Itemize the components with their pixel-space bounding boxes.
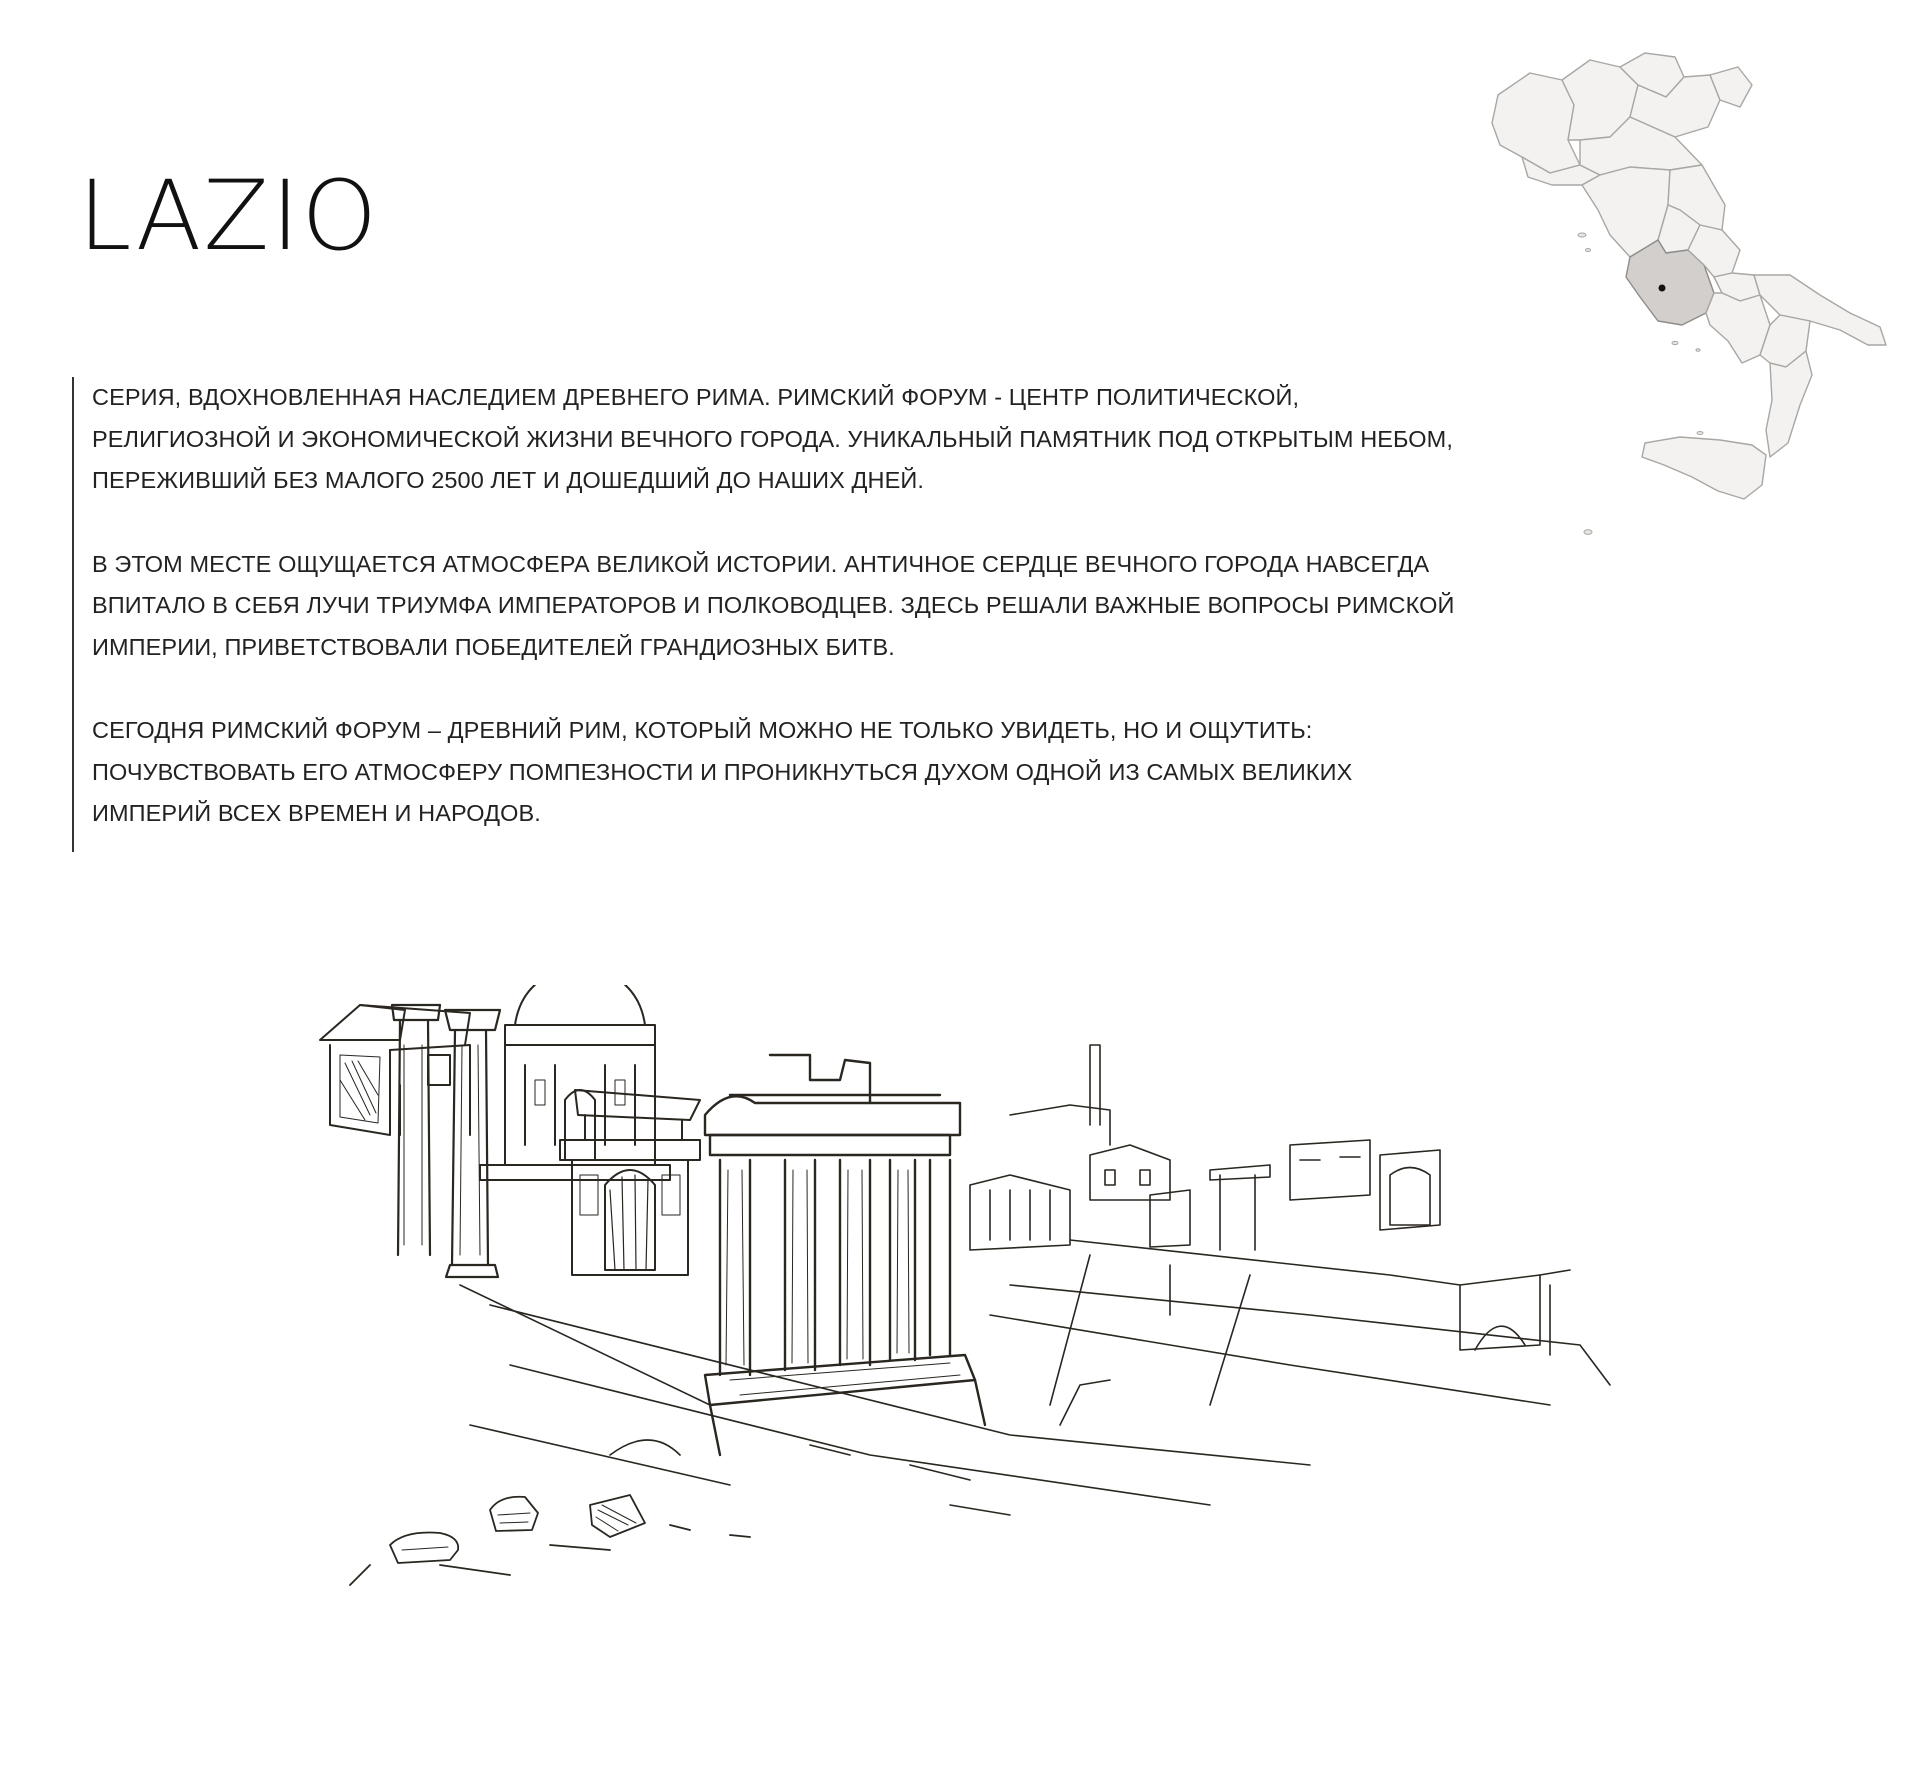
roman-forum-sketch-icon (310, 985, 1630, 1635)
region-sicilia (1642, 437, 1766, 499)
description-paragraph: СЕГОДНЯ РИМСКИЙ ФОРУМ – ДРЕВНИЙ РИМ, КОТОРЫЙ МОЖНО НЕ ТОЛЬКО УВИДЕТЬ, НО И ОЩУТИТЬ: ПОЧУВСТВОВАТЬ ЕГО АТМОСФЕРУ ПОМПЕЗНОСТИ И ПРОНИКНУТЬСЯ ДУХОМ ОДНОЙ ИЗ САМЫХ ВЕЛИКИХ ИМПЕРИЙ ВСЕХ ВРЕМЕН И НАРОДОВ. (92, 717, 1353, 826)
page-title: LAZIO (78, 160, 379, 272)
description-paragraph: В ЭТОМ МЕСТЕ ОЩУЩАЕТСЯ АТМОСФЕРА ВЕЛИКОЙ ИСТОРИИ. АНТИЧНОЕ СЕРДЦЕ ВЕЧНОГО ГОРОДА НАВСЕГДА ВПИТАЛО В СЕБЯ ЛУЧИ ТРИУМФА ИМПЕРАТОРОВ И ПОЛКОВОДЦЕВ. ЗДЕСЬ РЕШАЛИ ВАЖНЫЕ ВОПРОСЫ РИМСКОЙ ИМПЕРИИ, ПРИВЕТСТВОВАЛИ ПОБЕДИТЕЛЕЙ ГРАНДИОЗНЫХ БИТВ. (92, 550, 1455, 660)
rome-marker (1659, 285, 1666, 292)
region-calabria (1766, 351, 1812, 457)
description-paragraph: СЕРИЯ, ВДОХНОВЛЕННАЯ НАСЛЕДИЕМ ДРЕВНЕГО РИМА. РИМСКИЙ ФОРУМ - ЦЕНТР ПОЛИТИЧЕСКОЙ, РЕЛИГИОЗНОЙ И ЭКОНОМИЧЕСКОЙ ЖИЗНИ ВЕЧНОГО ГОРОДА. УНИКАЛЬНЫЙ ПАМЯТНИК ПОД ОТКРЫТЫМ НЕБОМ, ПЕРЕЖИВШИЙ БЕЗ МАЛОГО 2500 ЛЕТ И ДОШЕДШИЙ ДО НАШИХ ДНЕЙ. (92, 384, 1453, 493)
description-block (72, 377, 1472, 852)
italy-map-icon (1470, 45, 1890, 555)
